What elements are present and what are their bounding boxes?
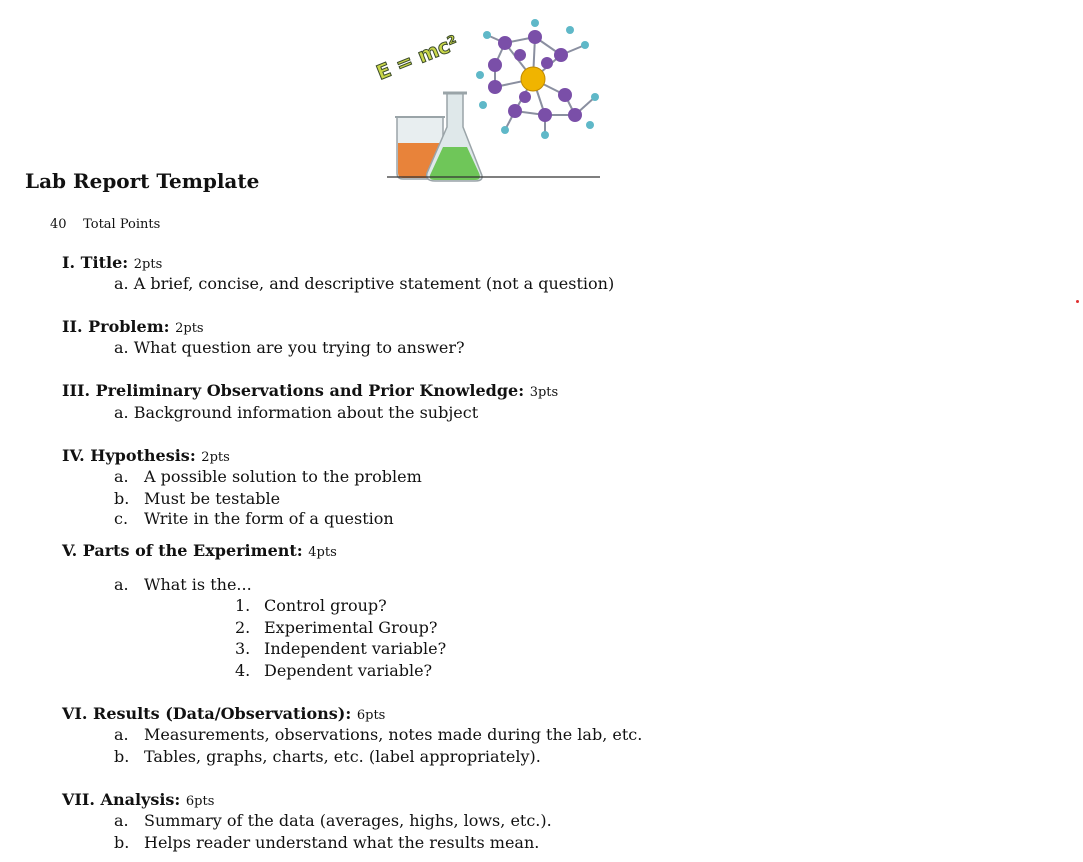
- item-marker: a.: [114, 811, 129, 830]
- sub-list-item: [235, 661, 432, 680]
- item-marker: b.: [114, 833, 130, 852]
- red-dot-marker: [1076, 300, 1079, 303]
- list-item: [114, 338, 465, 357]
- item-marker: a.: [114, 467, 129, 486]
- item-text: Helps reader understand what the results mean.: [144, 833, 540, 852]
- total-points: [50, 217, 160, 232]
- section-experiment-heading: [62, 541, 337, 560]
- formula-text: E = mc²: [375, 30, 462, 85]
- section-points: 3pts: [529, 385, 559, 400]
- item-text: Background information about the subject: [133, 403, 479, 422]
- section-heading-text: IV. Hypothesis:: [62, 446, 196, 465]
- science-logo: [375, 15, 605, 185]
- item-text: Measurements, observations, notes made during the lab, etc.: [144, 725, 643, 744]
- sub-list-item: [235, 639, 446, 658]
- section-points: 2pts: [133, 257, 163, 272]
- item-marker: 4.: [235, 661, 251, 680]
- item-marker: a.: [114, 403, 129, 422]
- section-results-heading: [62, 704, 385, 723]
- central-atom: [521, 67, 545, 91]
- list-item: [114, 575, 252, 594]
- item-text: Must be testable: [144, 489, 281, 508]
- list-item: [114, 274, 614, 293]
- item-text: Write in the form of a question: [144, 509, 394, 528]
- section-heading-text: VII. Analysis:: [62, 790, 181, 809]
- list-item: [114, 811, 552, 830]
- sub-list-item: [235, 618, 437, 637]
- item-text: Control group?: [264, 596, 387, 615]
- item-text: Experimental Group?: [264, 618, 438, 637]
- item-marker: c.: [114, 509, 129, 528]
- science-illustration: [375, 15, 605, 185]
- section-analysis-heading: [62, 790, 214, 809]
- sub-list-item: [235, 596, 387, 615]
- section-points: 6pts: [185, 794, 215, 809]
- item-text: Summary of the data (averages, highs, lows, etc.).: [144, 811, 552, 830]
- item-marker: b.: [114, 747, 130, 766]
- item-marker: 3.: [235, 639, 251, 658]
- item-marker: 1.: [235, 596, 251, 615]
- section-heading-text: II. Problem:: [62, 317, 170, 336]
- item-marker: a.: [114, 274, 129, 293]
- section-points: 2pts: [201, 450, 230, 465]
- section-heading-text: VI. Results (Data/Observations):: [62, 704, 352, 723]
- section-points: 4pts: [308, 545, 337, 560]
- section-points: 2pts: [175, 321, 204, 336]
- item-marker: a.: [114, 575, 129, 594]
- item-text: What is the...: [144, 575, 252, 594]
- section-title-heading: [62, 253, 162, 272]
- list-item: [114, 747, 541, 766]
- item-text: A brief, concise, and descriptive statement (not a question): [133, 274, 615, 293]
- total-points-label: Total Points: [83, 217, 161, 232]
- item-marker: a.: [114, 725, 129, 744]
- list-item: [114, 489, 280, 508]
- list-item: [114, 833, 539, 852]
- item-text: What question are you trying to answer?: [133, 338, 465, 357]
- section-heading-text: V. Parts of the Experiment:: [62, 541, 303, 560]
- item-marker: a.: [114, 338, 129, 357]
- list-item: [114, 467, 422, 486]
- list-item: [114, 509, 394, 528]
- item-marker: 2.: [235, 618, 251, 637]
- item-text: Dependent variable?: [264, 661, 433, 680]
- item-text: A possible solution to the problem: [144, 467, 422, 486]
- item-text: Tables, graphs, charts, etc. (label appropriately).: [144, 747, 541, 766]
- item-text: Independent variable?: [264, 639, 447, 658]
- total-points-value: 40: [50, 217, 67, 232]
- list-item: [114, 725, 642, 744]
- section-hypothesis-heading: [62, 446, 230, 465]
- section-problem-heading: [62, 317, 204, 336]
- section-points: 6pts: [356, 708, 386, 723]
- section-observations-heading: [62, 381, 558, 400]
- section-heading-text: III. Preliminary Observations and Prior Knowledge:: [62, 381, 525, 400]
- item-marker: b.: [114, 489, 130, 508]
- document-title: Lab Report Template: [25, 169, 260, 193]
- section-heading-text: I. Title:: [62, 253, 129, 272]
- list-item: [114, 403, 478, 422]
